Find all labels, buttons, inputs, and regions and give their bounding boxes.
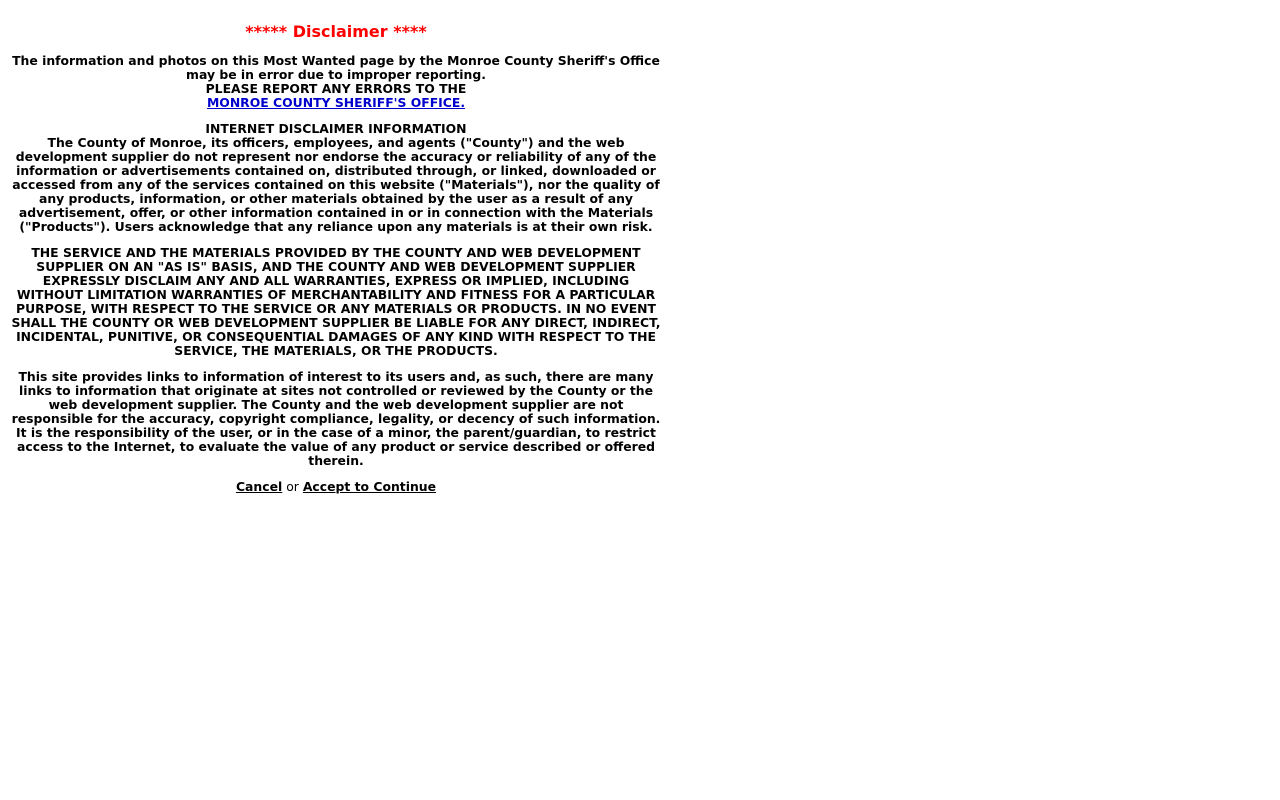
or-separator: or	[286, 479, 299, 494]
internet-disclaimer-heading: INTERNET DISCLAIMER INFORMATION	[205, 121, 467, 136]
accept-to-continue-link[interactable]: Accept to Continue	[302, 479, 437, 494]
disclaimer-actions	[8, 480, 664, 494]
internet-disclaimer	[8, 122, 664, 234]
warranty-disclaimer: THE SERVICE AND THE MATERIALS PROVIDED BY THE COUNTY AND WEB DEVELOPMENT SUPPLIER ON AN "AS IS" BASIS, AND THE COUNTY AND WEB DEVELOPMENT SUPPLIER EXPRESSLY DISCLAIM ANY AND ALL WARRANTIES, EXPRESS OR IMPLIED, INCLUDING WITHOUT LIMITATION WARRANTIES OF MERCHANTABILITY AND FITNESS FOR A PARTICULAR PURPOSE, WITH RESPECT TO THE SERVICE OR ANY MATERIALS OR PRODUCTS. IN NO EVENT SHALL THE COUNTY OR WEB DEVELOPMENT SUPPLIER BE LIABLE FOR ANY DIRECT, INDIRECT, INCIDENTAL, PUNITIVE, OR CONSEQUENTIAL DAMAGES OF ANY KIND WITH RESPECT TO THE SERVICE, THE MATERIALS, OR THE PRODUCTS.	[11, 245, 661, 358]
sheriff-link-wrapper	[8, 96, 664, 110]
disclaimer-title: ***** Disclaimer ****	[245, 22, 427, 41]
sheriff-office-link[interactable]: MONROE COUNTY SHERIFF'S OFFICE.	[206, 95, 466, 110]
disclaimer-page	[8, 22, 664, 494]
most-wanted-error-text: The information and photos on this Most Wanted page by the Monroe County Sheriff's Office may be in error due to improper reporting.	[12, 53, 660, 82]
external-links-disclaimer: This site provides links to information of interest to its users and, as such, there are many links to information that originate at sites not controlled or reviewed by the County or the web development supplier. The County and the web development supplier are not responsible for the accuracy, copyright compliance, legality, or decency of such information. It is the responsibility of the user, or in the case of a minor, the parent/guardian, to restrict access to the Internet, to evaluate the value of any product or service described or offered therein.	[11, 369, 661, 468]
internet-disclaimer-text: The County of Monroe, its officers, employees, and agents ("County") and the web development supplier do not represent nor endorse the accuracy or reliability of any of the information or advertisements contained on, distributed through, or linked, downloaded or accessed from any of the services contained on this website ("Materials"), nor the quality of any products, information, or other materials obtained by the user as a result of any advertisement, offer, or other information contained in or in connection with the Materials ("Products"). Users acknowledge that any reliance upon any materials is at their own risk.	[12, 135, 660, 234]
report-errors-text: PLEASE REPORT ANY ERRORS TO THE	[205, 81, 467, 96]
most-wanted-notice	[8, 54, 664, 110]
cancel-link[interactable]: Cancel	[235, 479, 283, 494]
